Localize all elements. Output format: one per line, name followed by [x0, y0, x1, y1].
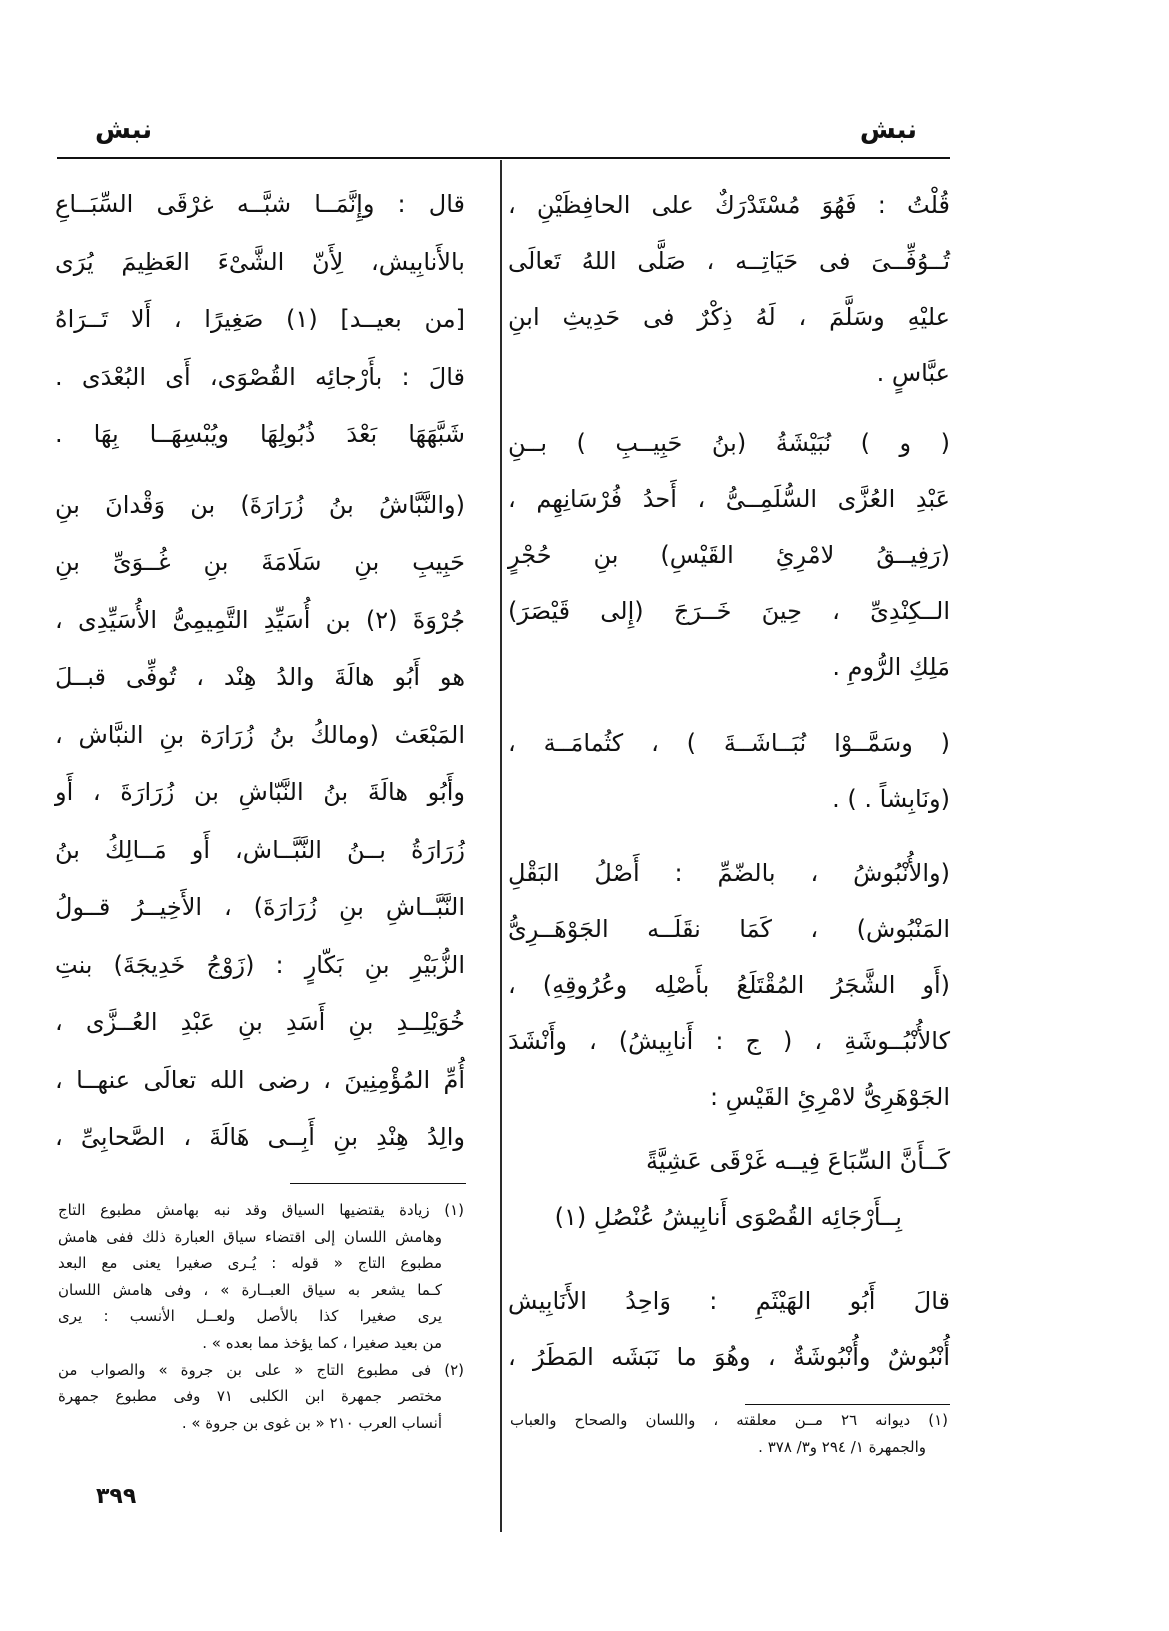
text-line: (والأُنْبُوشُ ، بالضّمِّ : أَصْلُ البَقْلِ	[508, 859, 950, 887]
text-line: خُوَيْلِــدِ بنِ أَسَدِ بنِ عَبْدِ العُــزَّى ،	[55, 1008, 465, 1036]
verse-block	[508, 1133, 950, 1245]
footnote-rule	[745, 1404, 950, 1405]
entry-paragraph	[55, 176, 465, 464]
text-line: قُلْتُ : فَهُوَ مُسْتَدْرَكٌ على الحافِظَيْنِ ،	[508, 191, 950, 219]
entry-paragraph	[508, 715, 950, 827]
text-line: تُــوُفِّــىَ فى حَيَاتِــه ، صَلَّى اللهُ تَعالَى	[508, 247, 950, 275]
entry-paragraph	[508, 1273, 950, 1385]
text-line: ( و ) نُبَيْشَةُ (بنُ حَبِيــبِ ) بــنِ	[508, 429, 950, 457]
text-line: ( وسَمَّــوْا نُبَــاشَــةَ ) ، كثُمامَــة ،	[508, 729, 950, 757]
text-line: الجَوْهَرِىُّ لامْرِئِ القَيْسِ :	[709, 1083, 950, 1111]
column-divider	[500, 160, 502, 1532]
text-line: بالأَنابِيش، لِأَنّ الشَّىْءَ العَظِيمَ يُرَى	[55, 247, 465, 276]
footnote-line: (٢) فى مطبوع التاج « على بن جروة » والصواب من	[58, 1360, 464, 1379]
running-head-right: نبش	[859, 115, 917, 145]
text-line: حَبِيبِ بنِ سَلَامَةَ بنِ غُــوَىِّ بنِ	[55, 548, 465, 576]
text-line: قال : وإِنَّمَــا شبَّــه غرْقَى السِّبَــاعِ	[55, 190, 465, 218]
footnote-rule	[290, 1183, 466, 1184]
footnote-line: كـما يشعر به سياق العبــارة » ، وفى هامش اللسان	[58, 1280, 442, 1299]
footnote-line: والجمهرة ١/ ٢٩٤ و٣/ ٣٧٨ .	[758, 1437, 926, 1456]
text-line: وأَبُو هالَةَ بنُ النَّبّاشِ بن زُرَارَةَ ، أَو	[55, 778, 465, 806]
text-line: النَّبَّــاشِ بنِ زُرَارَةَ) ، الأَخِيــرُ قــولُ	[55, 893, 465, 921]
entry-paragraph	[508, 177, 950, 401]
footnote	[58, 1197, 464, 1357]
text-line: أُنْبُوشٌ وأُنْبُوشَةٌ ، وهُوَ ما نَبَشَه المَطَرُ ،	[508, 1343, 950, 1371]
text-line: عبَّاسٍ .	[876, 359, 950, 387]
footnote-line: (١) زيادة يقتضيها السياق وقد نبه بهامش مطبوع التاج	[58, 1201, 464, 1219]
footnote-line: مختصر جمهرة ابن الكلبى ٧١ وفى مطبوع جمهرة	[58, 1387, 443, 1406]
text-line: والِدُ هِنْدِ بنِ أَبِــى هَالَةَ ، الصَّحابِىِّ ،	[55, 1123, 465, 1151]
text-line: زُرَارَةُ بــنُ النَّبَّــاش، أَو مَــالِكُ بنُ	[55, 835, 465, 864]
text-line: الــكِنْدِىِّ ، حِينَ خَــرَجَ (إِلى قَيْصَرَ)	[508, 597, 950, 625]
entry-paragraph	[508, 415, 950, 695]
text-line: (ونَابِشاً . ) .	[832, 785, 950, 813]
text-line: مَلِكِ الرُّومِ .	[832, 653, 950, 681]
text-line: عليْهِ وسَلَّمَ ، لَهُ ذِكْرٌ فى حَدِيثِ ابنِ	[508, 303, 950, 331]
footnote-line: وهامش اللسان إلى اقتضاء سياق العبارة ذلك ففى هامش	[58, 1227, 442, 1246]
footnotes-left	[58, 1197, 464, 1436]
text-line: المَنْبُوش) ، كَمَا نقَلَــه الجَوْهَــرِىُّ	[508, 915, 950, 943]
text-line: عَبْدِ العُزَّى السُّلَمِــىُّ ، أَحدُ فُرْسَانِهِم ،	[508, 485, 950, 513]
footnote	[510, 1407, 948, 1460]
text-line: الزُّبَيْرِ بنِ بَكّارٍ : (زَوْجُ خَدِيجَةَ) بنتِ	[55, 950, 465, 979]
text-line: هو أَبُو هالَةَ والدُ هِنْد ، تُوفِّى قبــلَ	[55, 663, 465, 691]
entry-paragraph	[508, 845, 950, 1125]
footnotes-right	[510, 1407, 948, 1460]
right-column	[508, 177, 950, 1385]
text-line: جُرْوَةَ (٢) بن أُسَيِّدِ التَّمِيمِىُّ الأُسَيِّدِى ،	[55, 605, 465, 634]
text-line: المَبْعَث (ومالكُ بنُ زُرَارَة بنِ النبَّاش ،	[55, 720, 465, 749]
footnote-line: من بعيد صغيرا ، كما يؤخذ مما بعده » .	[202, 1333, 442, 1352]
footnote	[58, 1357, 464, 1437]
text-line: قالَ أَبُو الهَيْثَمِ : وَاحِدُ الأَنَابِيش	[508, 1287, 950, 1315]
text-line: (والنَّبَّاشُ بنُ زُرَارَةَ) بن وَقْدانَ بنِ	[55, 490, 465, 519]
running-head-left: نبش	[95, 115, 153, 145]
text-line: أُمِّ المُؤْمِنِينَ ، رضى الله تعالَى عنهــا ،	[55, 1065, 465, 1094]
text-line: [من بعيــد] (١) صَغِيرًا ، أَلا تَــرَاهُ	[55, 305, 465, 333]
footnote-line: (١) ديوانه ٢٦ مــن معلقته ، واللسان والصحاح والعباب	[510, 1411, 948, 1429]
footnote-line: مطبوع التاج « قوله : يُـرى صغيرا يعنى مع البعد	[58, 1254, 442, 1273]
text-line: كالأُنْبُــوشَةِ ، ( ج : أَنابِيشُ) ، وأَنْشَدَ	[508, 1027, 950, 1055]
text-line: قالَ : بأَرْجائِه القُصْوَى، أَى البُعْدَى .	[55, 362, 465, 391]
text-line: (أَو الشَّجَرُ المُقْتَلَعُ بأَصْلِه وعُرُوقِهِ) ،	[508, 971, 950, 999]
text-line: (رَفِيــقُ لامْرِئِ القَيْسِ) بنِ حُجْرٍ	[508, 541, 950, 569]
verse-line: كَــأَنَّ السِّبَاعَ فِيــه غَرْقَى عَشِيَّةً	[646, 1147, 950, 1175]
footnote-line: أنساب العرب ٢١٠ « بن غوى بن جروة » .	[181, 1413, 442, 1432]
entry-paragraph	[55, 477, 465, 1167]
verse-line: بِــأَرْجَائِه القُصْوَى أَنابِيشُ عُنْصُلِ (١)	[554, 1203, 902, 1231]
page-number: ٣٩٩	[96, 1484, 137, 1509]
footnote-line: يرى صغيرا كذا بالأصل ولعــل الأنسب : يرى	[58, 1307, 442, 1326]
header-rule	[57, 157, 950, 159]
text-line: شَبَّهَهَا بَعْدَ ذُبُولِهَا ويُبْسِهَــا بِهَا .	[55, 420, 465, 448]
left-column	[55, 176, 465, 1167]
